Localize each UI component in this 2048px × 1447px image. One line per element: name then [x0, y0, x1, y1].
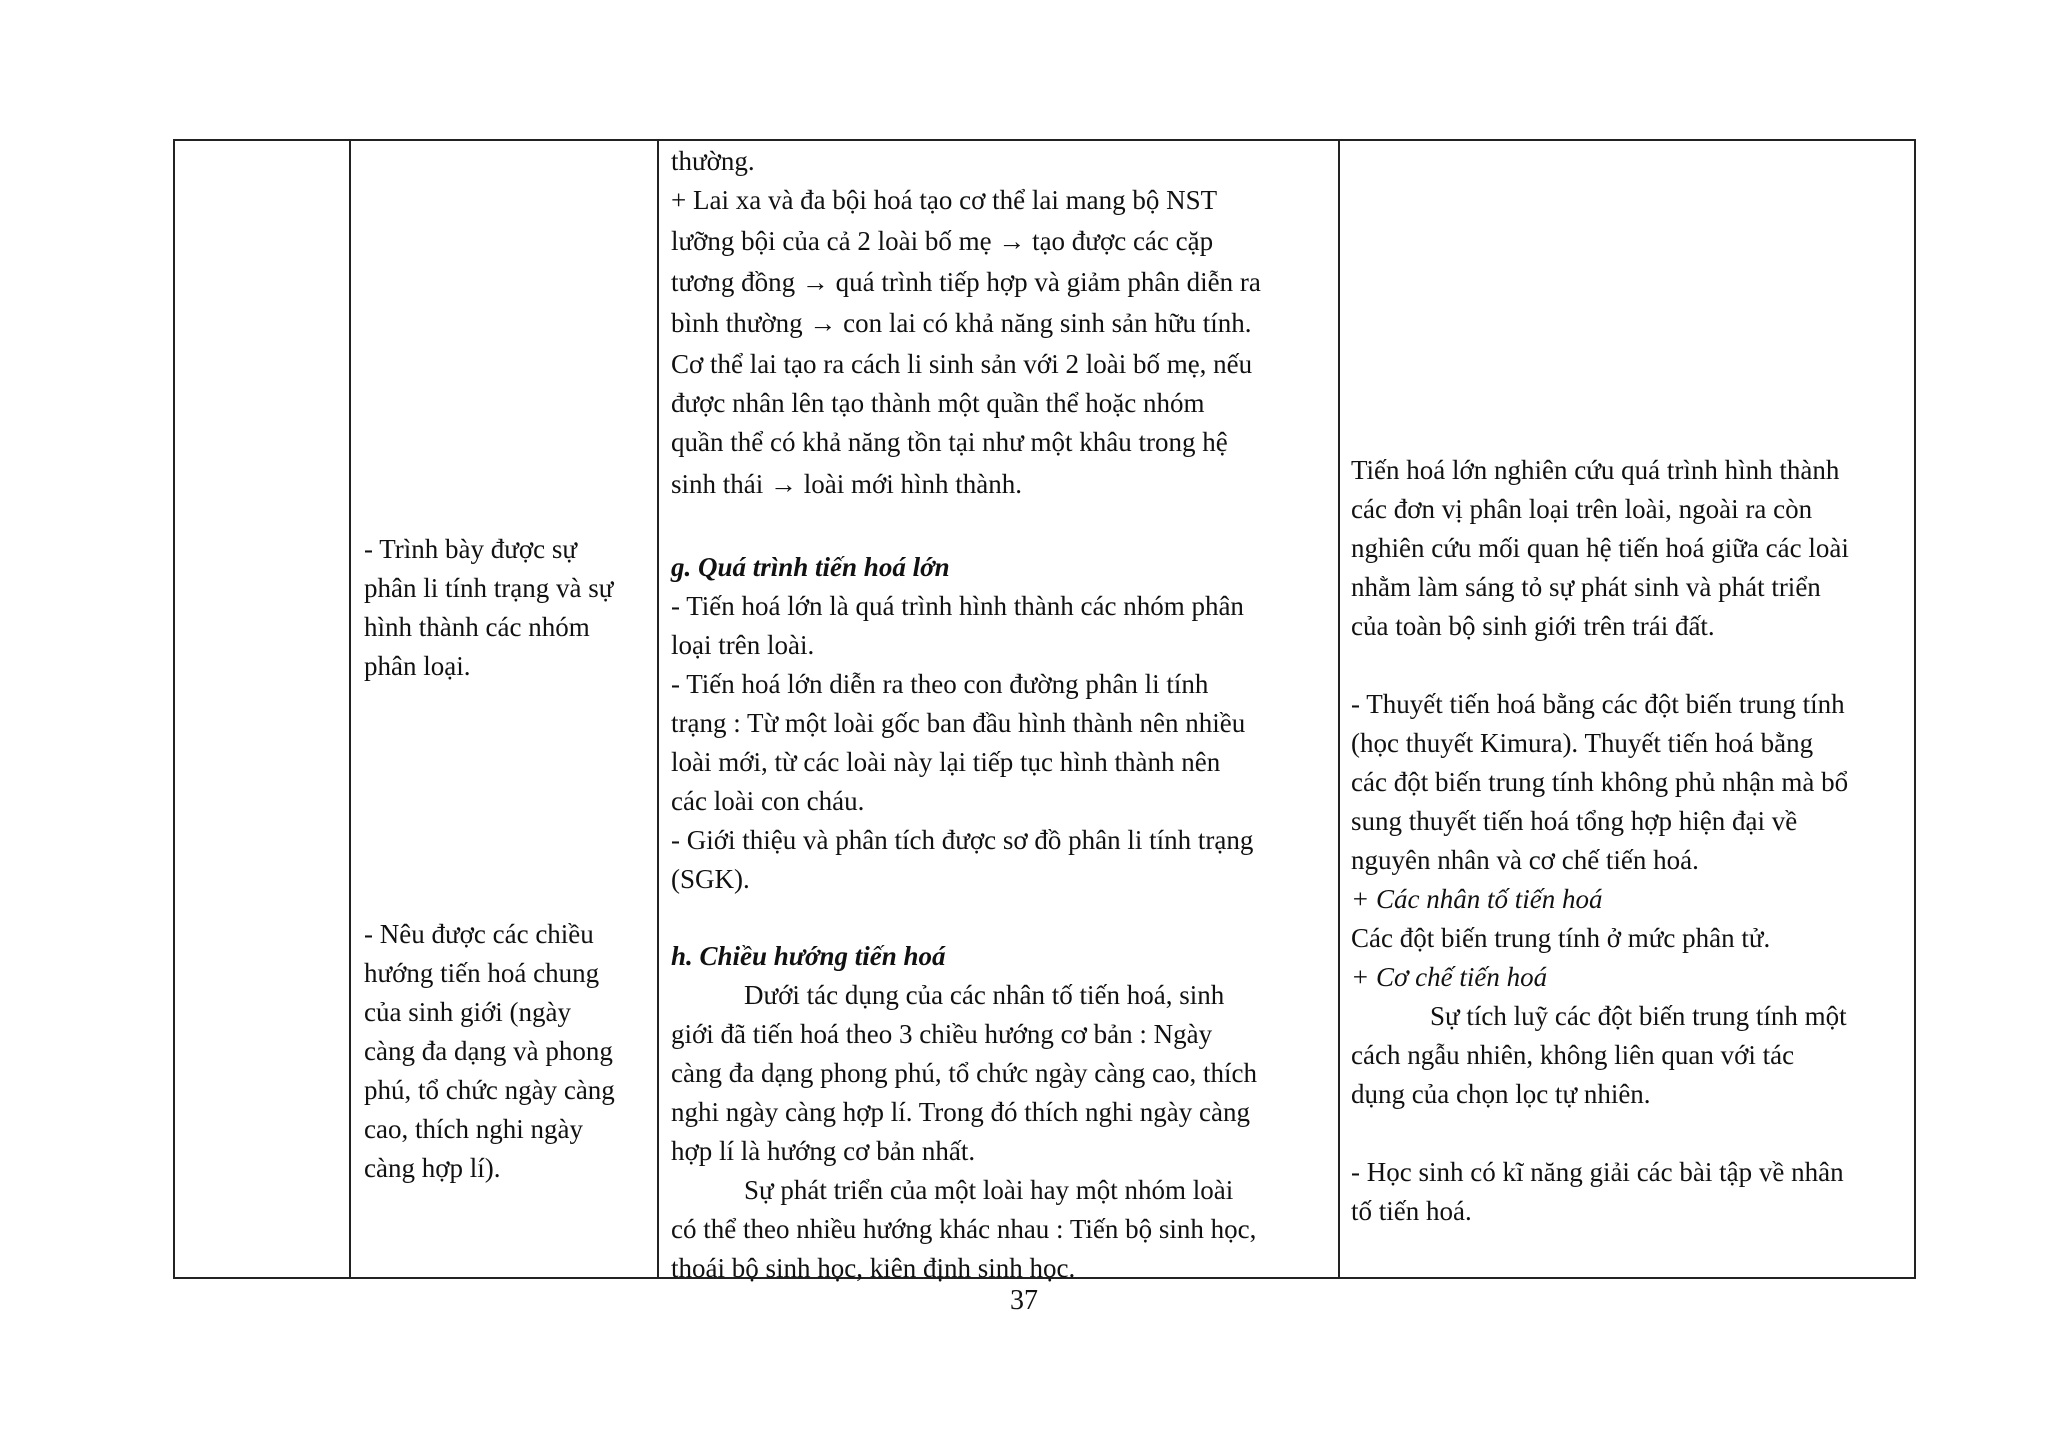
empty-column [175, 141, 351, 1277]
content-line: hợp lí là hướng cơ bản nhất. [671, 1136, 976, 1166]
note-line: của toàn bộ sinh giới trên trái đất. [1351, 611, 1715, 641]
section-heading-g: g. Quá trình tiến hoá lớn [671, 552, 950, 582]
content-line: Cơ thể lai tạo ra cách li sinh sản với 2 loài bố mẹ, nếu [671, 349, 1253, 379]
notes-column [1340, 141, 1916, 1277]
section-heading-h: h. Chiều hướng tiến hoá [671, 941, 946, 971]
note-line: các đột biến trung tính không phủ nhận mà bổ [1351, 767, 1849, 797]
note-subheading: + Cơ chế tiến hoá [1351, 962, 1548, 992]
lesson-table [173, 139, 1916, 1283]
content-line: có thể theo nhiều hướng khác nhau : Tiến bộ sinh học, [671, 1214, 1257, 1244]
note-line: các đơn vị phân loại trên loài, ngoài ra còn [1351, 494, 1813, 524]
objective-line: phân loại. [364, 651, 471, 681]
content-line: Dưới tác dụng của các nhân tố tiến hoá, sinh [744, 980, 1225, 1010]
note-line: - Thuyết tiến hoá bằng các đột biến trung tính [1351, 689, 1845, 719]
content-line: tương đồng → quá trình tiếp hợp và giảm phân diễn ra [671, 267, 1261, 297]
note-line: nguyên nhân và cơ chế tiến hoá. [1351, 845, 1699, 875]
content-line: quần thể có khả năng tồn tại như một khâu trong hệ [671, 427, 1228, 457]
objective-line: cao, thích nghi ngày [364, 1114, 583, 1144]
note-line: nhằm làm sáng tỏ sự phát sinh và phát triển [1351, 572, 1821, 602]
content-line: - Tiến hoá lớn là quá trình hình thành các nhóm phân [671, 591, 1244, 621]
content-line: nghi ngày càng hợp lí. Trong đó thích nghi ngày càng [671, 1097, 1250, 1127]
note-line: Tiến hoá lớn nghiên cứu quá trình hình thành [1351, 455, 1840, 485]
note-line: - Học sinh có kĩ năng giải các bài tập về nhân [1351, 1157, 1844, 1187]
content-line: loại trên loài. [671, 630, 815, 660]
content-line: (SGK). [671, 864, 750, 894]
objective-line: phú, tổ chức ngày càng [364, 1075, 615, 1105]
objective-line: - Nêu được các chiều [364, 919, 594, 949]
content-line: được nhân lên tạo thành một quần thể hoặc nhóm [671, 388, 1205, 418]
note-line: (học thuyết Kimura). Thuyết tiến hoá bằng [1351, 728, 1814, 758]
note-subheading: + Các nhân tố tiến hoá [1351, 884, 1603, 914]
objective-line: hình thành các nhóm [364, 612, 590, 642]
content-line: thường. [671, 146, 755, 176]
content-line: loài mới, từ các loài này lại tiếp tục hình thành nên [671, 747, 1221, 777]
objective-line: của sinh giới (ngày [364, 997, 571, 1027]
objective-line: càng hợp lí). [364, 1153, 501, 1183]
content-line: trạng : Từ một loài gốc ban đầu hình thành nên nhiều [671, 708, 1246, 738]
content-line: càng đa dạng phong phú, tổ chức ngày càng cao, thích [671, 1058, 1257, 1088]
content-line: - Giới thiệu và phân tích được sơ đồ phân li tính trạng [671, 825, 1254, 855]
content-line: lưỡng bội của cả 2 loài bố mẹ → tạo được các cặp [671, 226, 1214, 256]
objective-line: phân li tính trạng và sự [364, 573, 614, 603]
note-line: dụng của chọn lọc tự nhiên. [1351, 1079, 1651, 1109]
page-number: 37 [1010, 1285, 1038, 1316]
content-line: thoái bộ sinh học, kiên định sinh học. [671, 1253, 1076, 1283]
content-line: - Tiến hoá lớn diễn ra theo con đường phân li tính [671, 669, 1209, 699]
objectives-column [351, 141, 659, 1277]
content-line: Sự phát triển của một loài hay một nhóm loài [744, 1175, 1234, 1205]
content-line: + Lai xa và đa bội hoá tạo cơ thể lai mang bộ NST [671, 185, 1218, 215]
note-line: Sự tích luỹ các đột biến trung tính một [1430, 1001, 1847, 1031]
note-line: nghiên cứu mối quan hệ tiến hoá giữa các loài [1351, 533, 1849, 563]
content-line: bình thường → con lai có khả năng sinh sản hữu tính. [671, 308, 1252, 338]
content-line: sinh thái → loài mới hình thành. [671, 469, 1022, 499]
note-line: Các đột biến trung tính ở mức phân tử. [1351, 923, 1771, 953]
note-line: sung thuyết tiến hoá tổng hợp hiện đại về [1351, 806, 1798, 836]
content-line: các loài con cháu. [671, 786, 865, 816]
objective-line: hướng tiến hoá chung [364, 958, 600, 988]
content-column [659, 141, 1340, 1283]
objective-line: - Trình bày được sự [364, 534, 578, 564]
content-line: giới đã tiến hoá theo 3 chiều hướng cơ bản : Ngày [671, 1019, 1213, 1049]
objective-line: càng đa dạng và phong [364, 1036, 613, 1066]
note-line: cách ngẫu nhiên, không liên quan với tác [1351, 1040, 1795, 1070]
note-line: tố tiến hoá. [1351, 1196, 1472, 1226]
